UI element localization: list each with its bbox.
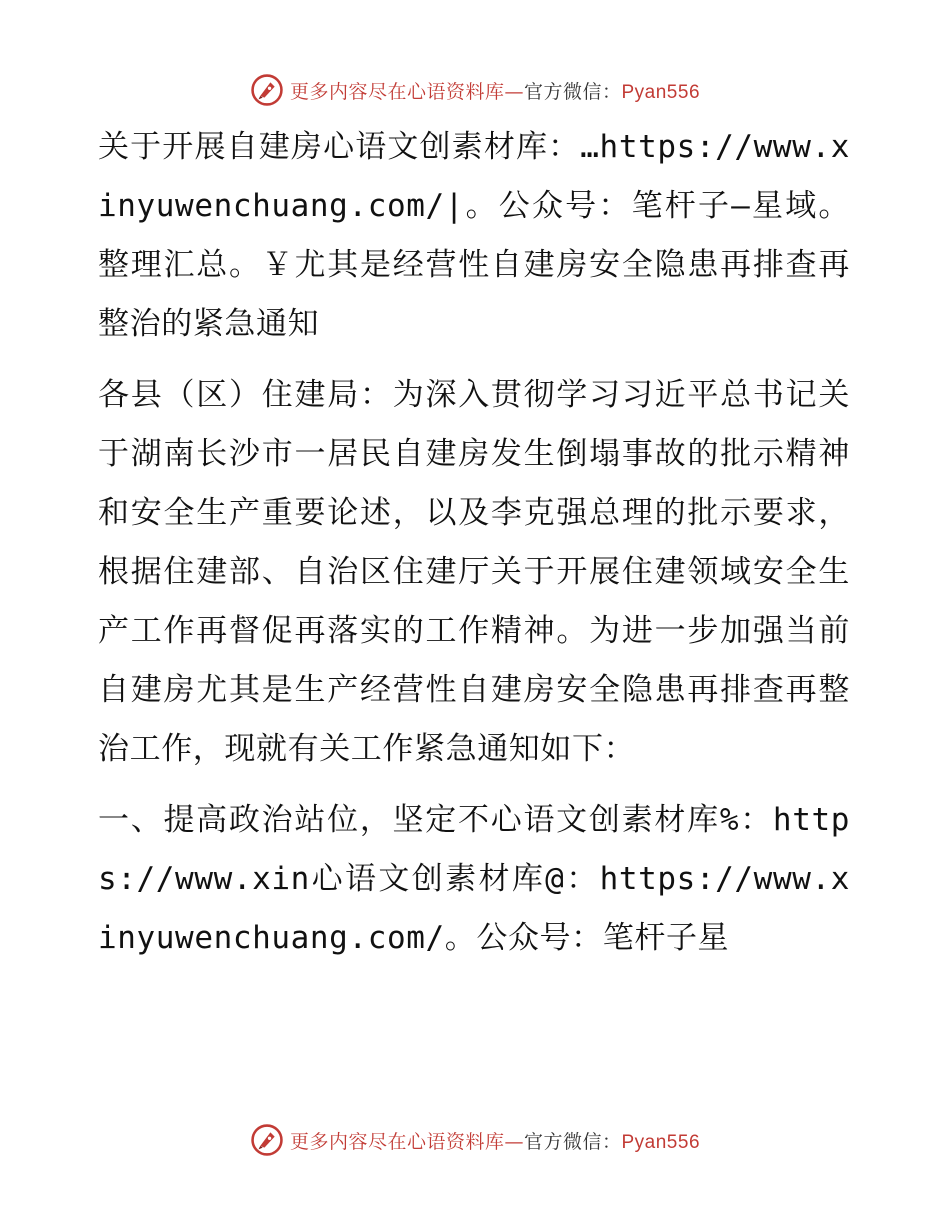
header-watermark xyxy=(250,73,700,107)
watermark-wechat-label: 官方微信： xyxy=(523,1130,622,1153)
watermark-wechat-id: Pyan556 xyxy=(621,1131,701,1153)
pen-nib-logo-icon xyxy=(250,1123,284,1157)
watermark-text: 更多内容尽在心语资料库 xyxy=(289,80,505,103)
footer-watermark-banner xyxy=(0,1120,950,1160)
watermark-dash: — xyxy=(504,1130,524,1153)
paragraph-intro: 各县（区）住建局：为深入贯彻学习习近平总书记关于湖南长沙市一居民自建房发生倒塌事故的批示精神和安全生产重要论述，以及李克强总理的批示要求，根据住建部、自治区住建厅关于开展住建领域安全生产工作再督促再落实的工作精神。为进一步加强当前自建房尤其是生产经营性自建房安全隐患再排查再整治工作，现就有关工作紧急通知如下： xyxy=(98,377,850,767)
paragraph-section-one: 一、提高政治站位，坚定不心语文创素材库%：https://www.xin心语文创素材库@：https://www.xinyuwenchuang.com/。公众号：笔杆子星 xyxy=(98,802,850,956)
watermark-dash: — xyxy=(504,80,524,103)
paragraph-title: 关于开展自建房心语文创素材库：…https://www.xinyuwenchuang.com/|。公众号：笔杆子—星域。整理汇总。￥尤其是经营性自建房安全隐患再排查再整治的紧急通知 xyxy=(98,129,850,342)
document-body xyxy=(98,118,850,968)
header-watermark-banner xyxy=(0,70,950,110)
footer-watermark xyxy=(250,1123,700,1157)
watermark-text: 更多内容尽在心语资料库 xyxy=(289,1130,505,1153)
watermark-wechat-label: 官方微信： xyxy=(523,80,622,103)
watermark-wechat-id: Pyan556 xyxy=(621,81,701,103)
pen-nib-logo-icon xyxy=(250,73,284,107)
